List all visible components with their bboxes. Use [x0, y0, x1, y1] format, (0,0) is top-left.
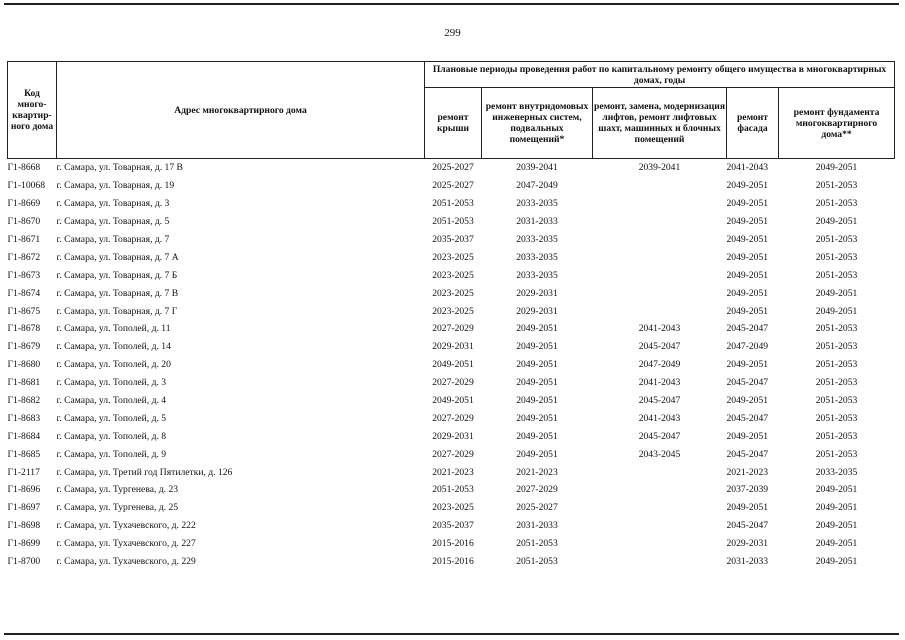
cell-code: Г1-8674 — [7, 287, 41, 299]
cell-address: г. Самара, ул. Тополей, д. 14 — [56, 341, 171, 353]
cell-systems: 2049-2051 — [516, 395, 558, 407]
cell-code: Г1-8671 — [7, 234, 41, 245]
cell-roof: 2027-2029 — [432, 377, 474, 389]
cell-systems: 2049-2051 — [516, 341, 558, 353]
cell-roof: 2023-2025 — [432, 502, 474, 514]
cell-systems: 2025-2027 — [516, 502, 558, 514]
cell-code: Г1-8699 — [7, 538, 41, 550]
cell-facade: 2049-2051 — [726, 180, 769, 192]
header-foundation: ремонт фундамента многоквартирного дома** — [779, 88, 895, 159]
cell-roof: 2021-2023 — [432, 466, 474, 478]
cell-elevators: 2045-2047 — [638, 395, 681, 407]
cell-code: Г1-10068 — [7, 180, 46, 192]
cell-code: Г1-8679 — [7, 341, 41, 353]
cell-code: Г1-8685 — [7, 448, 41, 460]
cell-foundation: 2051-2053 — [815, 341, 858, 353]
cell-roof: 2029-2031 — [432, 430, 474, 442]
cell-elevators: 2041-2043 — [638, 323, 681, 335]
cell-systems: 2051-2053 — [516, 556, 558, 568]
cell-facade: 2045-2047 — [726, 412, 769, 424]
cell-elevators: 2041-2043 — [638, 412, 681, 424]
cell-code: Г1-8698 — [7, 520, 41, 532]
cell-roof: 2023-2025 — [432, 251, 474, 263]
cell-elevators: 2043-2045 — [638, 448, 681, 460]
cell-elevators — [593, 231, 727, 249]
cell-address: г. Самара, ул. Товарная, д. 3 — [56, 198, 170, 210]
header-elevators: ремонт, замена, модернизация лифтов, ремонт лифтовых шахт, машинных и блочных помещений — [593, 88, 727, 159]
cell-roof: 2027-2029 — [432, 323, 474, 335]
cell-facade: 2047-2049 — [726, 341, 769, 353]
cell-foundation: 2033-2035 — [815, 466, 858, 478]
cell-address: г. Самара, ул. Тухачевского, д. 222 — [56, 520, 196, 532]
cell-facade: 2031-2033 — [726, 556, 769, 568]
cell-facade: 2021-2023 — [726, 466, 769, 478]
cell-address: г. Самара, ул. Тургенева, д. 25 — [56, 502, 179, 514]
cell-code: Г1-8697 — [7, 502, 41, 514]
cell-roof: 2035-2037 — [432, 520, 474, 532]
cell-foundation: 2049-2051 — [815, 162, 858, 174]
cell-foundation: 2049-2051 — [815, 216, 858, 228]
cell-address: г. Самара, ул. Товарная, д. 7 А — [56, 251, 179, 263]
table-row — [8, 159, 895, 177]
cell-elevators — [593, 553, 727, 571]
page-number: 299 — [444, 27, 461, 39]
cell-facade: 2049-2051 — [726, 251, 769, 263]
cell-facade: 2049-2051 — [726, 287, 769, 299]
cell-code: Г1-8696 — [7, 484, 41, 496]
cell-systems: 2031-2033 — [516, 216, 558, 228]
cell-foundation: 2051-2053 — [815, 234, 858, 245]
cell-facade: 2049-2051 — [726, 216, 769, 228]
cell-elevators — [593, 213, 727, 231]
cell-foundation: 2051-2053 — [815, 412, 858, 424]
cell-roof: 2023-2025 — [432, 269, 474, 281]
top-rule — [4, 3, 899, 5]
cell-facade: 2049-2051 — [726, 269, 769, 281]
cell-code: Г1-8680 — [7, 359, 41, 371]
cell-facade: 2049-2051 — [726, 395, 769, 407]
cell-code: Г1-8675 — [7, 305, 41, 317]
cell-elevators — [593, 481, 727, 499]
cell-foundation: 2051-2053 — [815, 251, 858, 263]
cell-address: г. Самара, ул. Тополей, д. 9 — [56, 448, 167, 460]
cell-foundation: 2049-2051 — [815, 484, 858, 496]
cell-systems: 2049-2051 — [516, 359, 558, 371]
table-row — [8, 427, 895, 445]
cell-code: Г1-2117 — [7, 466, 40, 478]
cell-address: г. Самара, ул. Товарная, д. 19 — [56, 180, 175, 192]
cell-code: Г1-8678 — [7, 323, 41, 335]
cell-systems: 2021-2023 — [516, 466, 558, 478]
cell-facade: 2041-2043 — [726, 162, 769, 174]
cell-roof: 2035-2037 — [432, 234, 474, 245]
cell-elevators — [593, 266, 727, 284]
cell-systems: 2029-2031 — [516, 287, 558, 299]
cell-code: Г1-8681 — [7, 377, 41, 389]
cell-facade: 2049-2051 — [726, 430, 769, 442]
table-row — [8, 535, 895, 553]
cell-roof: 2023-2025 — [432, 305, 474, 317]
cell-foundation: 2051-2053 — [815, 448, 858, 460]
table-row — [8, 374, 895, 392]
cell-foundation: 2051-2053 — [815, 198, 858, 210]
cell-address: г. Самара, ул. Товарная, д. 7 Г — [56, 305, 178, 317]
cell-facade: 2045-2047 — [726, 377, 769, 389]
cell-foundation: 2051-2053 — [815, 323, 858, 335]
cell-systems: 2031-2033 — [516, 520, 558, 532]
table-row — [8, 392, 895, 410]
header-code: Код много-квартир-ного дома — [8, 62, 57, 159]
cell-roof: 2015-2016 — [432, 556, 474, 568]
header-systems: ремонт внутридомовых инженерных систем, подвальных помещений* — [482, 88, 593, 159]
cell-elevators — [593, 195, 727, 213]
cell-elevators — [593, 284, 727, 302]
cell-foundation: 2049-2051 — [815, 538, 858, 550]
table-row — [8, 356, 895, 374]
cell-facade: 2045-2047 — [726, 520, 769, 532]
cell-elevators — [593, 463, 727, 481]
cell-systems: 2033-2035 — [516, 198, 558, 210]
cell-roof: 2051-2053 — [432, 216, 474, 228]
table-row — [8, 499, 895, 517]
cell-systems: 2047-2049 — [516, 180, 558, 192]
cell-address: г. Самара, ул. Тополей, д. 8 — [56, 430, 167, 442]
cell-elevators: 2047-2049 — [638, 359, 681, 371]
cell-systems: 2033-2035 — [516, 269, 558, 281]
cell-elevators: 2041-2043 — [638, 377, 681, 389]
cell-address: г. Самара, ул. Тополей, д. 4 — [56, 395, 167, 407]
cell-elevators — [593, 248, 727, 266]
cell-address: г. Самара, ул. Третий год Пятилетки, д. 126 — [56, 466, 233, 478]
cell-systems: 2029-2031 — [516, 305, 558, 317]
cell-systems: 2051-2053 — [516, 538, 558, 550]
cell-code: Г1-8670 — [7, 216, 41, 228]
cell-code: Г1-8684 — [7, 430, 41, 442]
cell-roof: 2029-2031 — [432, 341, 474, 353]
cell-foundation: 2049-2051 — [815, 502, 858, 514]
cell-elevators — [593, 177, 727, 195]
cell-address: г. Самара, ул. Товарная, д. 7 Б — [56, 269, 178, 281]
cell-code: Г1-8700 — [7, 556, 41, 568]
cell-foundation: 2049-2051 — [815, 287, 858, 299]
cell-systems: 2049-2051 — [516, 430, 558, 442]
cell-roof: 2023-2025 — [432, 287, 474, 299]
cell-address: г. Самара, ул. Тухачевского, д. 227 — [56, 538, 196, 550]
header-facade: ремонт фасада — [727, 88, 779, 159]
cell-code: Г1-8672 — [7, 251, 41, 263]
cell-elevators — [593, 535, 727, 553]
cell-address: г. Самара, ул. Товарная, д. 5 — [56, 216, 170, 228]
cell-foundation: 2049-2051 — [815, 556, 858, 568]
cell-facade: 2049-2051 — [726, 359, 769, 371]
cell-facade: 2037-2039 — [726, 484, 769, 496]
cell-address: г. Самара, ул. Товарная, д. 17 В — [56, 162, 183, 174]
cell-address: г. Самара, ул. Тополей, д. 11 — [56, 323, 171, 335]
cell-roof: 2027-2029 — [432, 412, 474, 424]
table-row — [8, 320, 895, 338]
table-row — [8, 409, 895, 427]
cell-systems: 2049-2051 — [516, 412, 558, 424]
cell-systems: 2049-2051 — [516, 377, 558, 389]
cell-code: Г1-8669 — [7, 198, 41, 210]
table-row — [8, 481, 895, 499]
cell-address: г. Самара, ул. Тополей, д. 20 — [56, 359, 171, 371]
table-row — [8, 177, 895, 195]
cell-roof: 2049-2051 — [432, 395, 474, 407]
cell-foundation: 2051-2053 — [815, 180, 858, 192]
cell-facade: 2045-2047 — [726, 448, 769, 460]
cell-roof: 2015-2016 — [432, 538, 474, 550]
table-row — [8, 463, 895, 481]
table-row — [8, 302, 895, 320]
cell-address: г. Самара, ул. Тургенева, д. 23 — [56, 484, 179, 496]
table-row — [8, 445, 895, 463]
cell-roof: 2027-2029 — [432, 448, 474, 460]
repair-schedule-table — [7, 61, 895, 570]
table-row — [8, 284, 895, 302]
cell-code: Г1-8682 — [7, 395, 41, 407]
bottom-rule — [4, 633, 899, 635]
cell-address: г. Самара, ул. Товарная, д. 7 — [56, 234, 170, 245]
cell-facade: 2029-2031 — [726, 538, 769, 550]
cell-foundation: 2049-2051 — [815, 520, 858, 532]
header-periods-group: Плановые периоды проведения работ по капитальному ремонту общего имущества в многоквартирных домах, годы — [425, 62, 895, 88]
header-roof: ремонт крыши — [425, 88, 482, 159]
cell-elevators: 2039-2041 — [638, 162, 681, 174]
header-address: Адрес многоквартирного дома — [57, 62, 425, 159]
cell-address: г. Самара, ул. Тухачевского, д. 229 — [56, 556, 196, 568]
cell-foundation: 2051-2053 — [815, 269, 858, 281]
cell-facade: 2049-2051 — [726, 198, 769, 210]
cell-elevators — [593, 499, 727, 517]
cell-facade: 2049-2051 — [726, 305, 769, 317]
cell-facade: 2045-2047 — [726, 323, 769, 335]
cell-roof: 2051-2053 — [432, 198, 474, 210]
cell-address: г. Самара, ул. Товарная, д. 7 В — [56, 287, 179, 299]
table-body — [8, 159, 895, 571]
cell-foundation: 2051-2053 — [815, 430, 858, 442]
table-row — [8, 266, 895, 284]
cell-systems: 2027-2029 — [516, 484, 558, 496]
cell-foundation: 2051-2053 — [815, 377, 858, 389]
table-row — [8, 213, 895, 231]
cell-foundation: 2051-2053 — [815, 359, 858, 371]
cell-code: Г1-8673 — [7, 269, 41, 281]
cell-code: Г1-8683 — [7, 412, 41, 424]
cell-roof: 2051-2053 — [432, 484, 474, 496]
cell-address: г. Самара, ул. Тополей, д. 5 — [56, 412, 167, 424]
cell-elevators — [593, 517, 727, 535]
cell-systems: 2039-2041 — [516, 162, 558, 174]
cell-roof: 2049-2051 — [432, 359, 474, 371]
cell-elevators: 2045-2047 — [638, 341, 681, 353]
table-row — [8, 248, 895, 266]
cell-facade: 2049-2051 — [726, 234, 769, 245]
table-row — [8, 338, 895, 356]
cell-elevators: 2045-2047 — [638, 430, 681, 442]
table-row — [8, 231, 895, 249]
cell-address: г. Самара, ул. Тополей, д. 3 — [56, 377, 167, 389]
cell-systems: 2033-2035 — [516, 251, 558, 263]
cell-systems: 2049-2051 — [516, 323, 558, 335]
cell-facade: 2049-2051 — [726, 502, 769, 514]
cell-roof: 2025-2027 — [432, 180, 474, 192]
cell-systems: 2049-2051 — [516, 448, 558, 460]
cell-foundation: 2049-2051 — [815, 305, 858, 317]
table-row — [8, 553, 895, 571]
table-row — [8, 517, 895, 535]
cell-elevators — [593, 302, 727, 320]
table-row — [8, 195, 895, 213]
cell-systems: 2033-2035 — [516, 234, 558, 245]
cell-foundation: 2051-2053 — [815, 395, 858, 407]
cell-roof: 2025-2027 — [432, 162, 474, 174]
cell-code: Г1-8668 — [7, 162, 41, 174]
